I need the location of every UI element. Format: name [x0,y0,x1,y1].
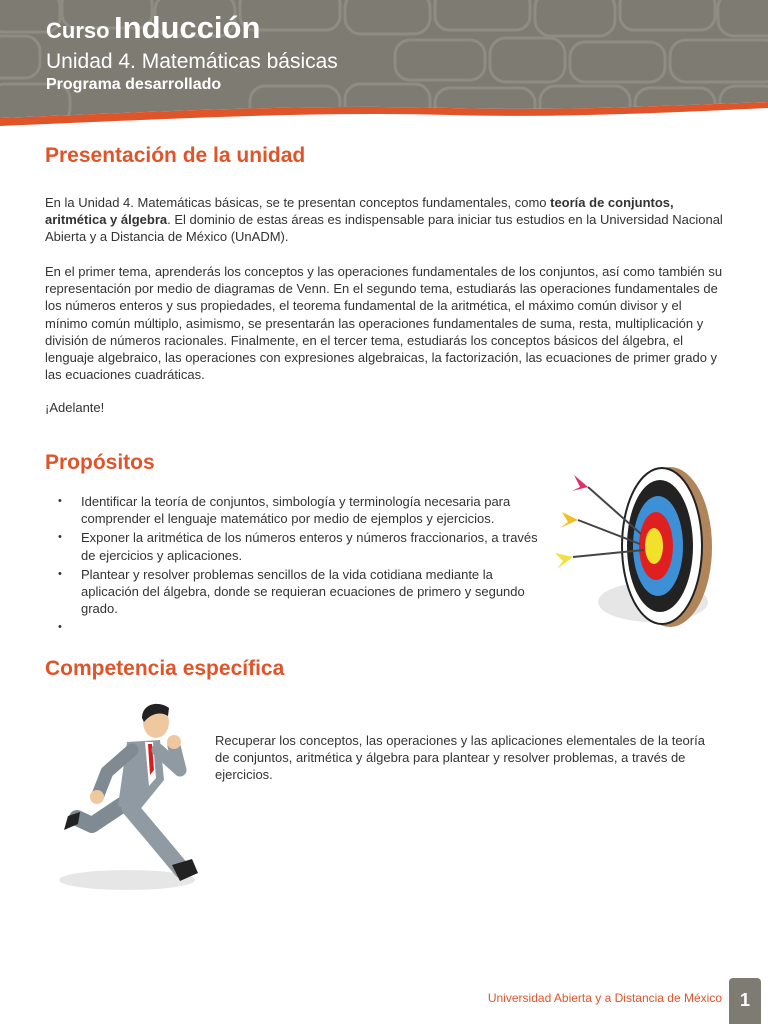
p1-bold-text: teoría de conjuntos, aritmética y álgebra [45,195,674,228]
competence-text: Recuperar los conceptos, las operaciones y las aplicaciones elementales de la teoría de conjuntos, aritmética y álgebra para plantear y resolver problemas, a través de ejercicios. [215,733,705,783]
course-title [46,10,260,46]
p1-text-b: . El dominio de estas áreas es indispensable para iniciar tus estudios en la Universidad Nacional Abierta y a Distancia de México (UnADM). [45,212,723,245]
purpose-item [58,619,548,636]
course-title-main: Inducción [114,10,261,45]
presentation-paragraph-2: En el primer tema, aprenderás los conceptos y las operaciones fundamentales de los conjuntos, así como también su representación por medio de diagramas de Venn. En el segundo tema, estudiarás las operaciones fundamentales de los números enteros y sus propiedades, el teorema fundamental de la aritmética, el máximo común divisor y el mínimo común múltiplo, asimismo, se presentarán las operaciones fundamentales de suma, resta, multiplicación y división de números racionales. Finalmente, en el tercer tema, estudiarás los conceptos básicos del álgebra, el lenguaje algebraico, las operaciones con expresiones algebraicas, la factorización, las ecuaciones de primer grado y las ecuaciones cuadráticas. [45,264,723,383]
unit-title: Unidad 4. Matemáticas básicas [46,50,338,73]
program-subtitle: Programa desarrollado [46,76,222,93]
page-number-tab [729,978,761,1024]
presentation-heading: Presentación de la unidad [45,144,306,167]
presentation-paragraph-1 [45,194,725,246]
competence-heading: Competencia específica [45,657,285,680]
target-illustration [548,462,728,632]
purposes-heading: Propósitos [45,451,155,474]
footer-university: Universidad Abierta y a Distancia de México [487,991,722,1005]
purpose-item: • Exponer la aritmética de los números enteros y números fraccionarios, a través de ejercicios y aplicaciones. [58,529,548,563]
running-businessman-illustration [52,700,207,895]
purposes-list [58,493,548,638]
purpose-item: • Identificar la teoría de conjuntos, simbología y terminología necesaria para comprender el lenguaje matemático por medio de ejemplos y ejercicios. [58,493,548,527]
purpose-item: • Plantear y resolver problemas sencillos de la vida cotidiana mediante la aplicación del álgebra, donde se requieran ecuaciones de primero y segundo grado. [58,566,548,618]
header-banner [0,0,768,130]
p1-text-a: En la Unidad 4. Matemáticas básicas, se te presentan conceptos fundamentales, como [45,195,551,210]
course-title-prefix: Curso [46,18,110,43]
presentation-paragraph-3: ¡Adelante! [45,400,105,415]
page-number: 1 [739,990,750,1010]
